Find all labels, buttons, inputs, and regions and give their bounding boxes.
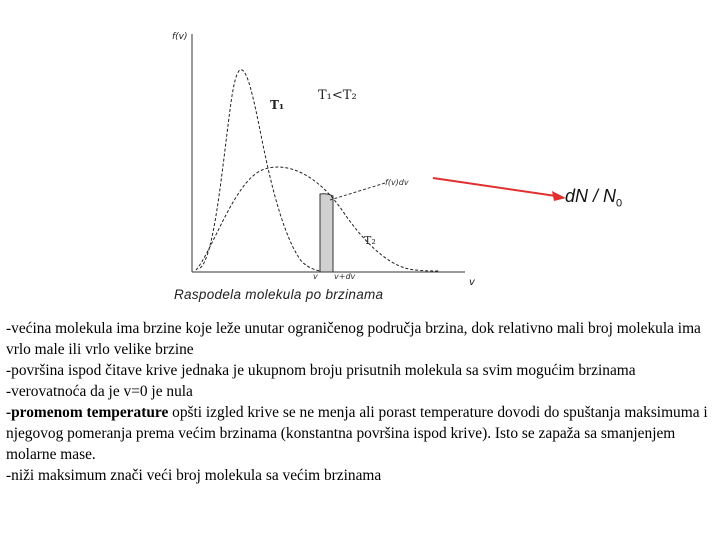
paragraph-5: -niži maksimum znači veći broj molekula sa većim brzinama xyxy=(6,467,382,484)
velocity-strip xyxy=(320,194,333,272)
paragraph-1: -većina molekula ima brzine koje leže unutar ograničenog područja brzina, dok relativno mali broj molekula ima vrlo male ili vrlo velike brzine xyxy=(6,320,701,358)
x-tick-v-plus-dv: v+dv xyxy=(334,272,356,281)
paragraph-4-rest: opšti izgled krive se ne menja ali porast temperature dovodi do spuštanja maksimuma i njegovog pomeranja prema većim brzinama (konstantna površina ispod krive). Isto se zapaža sa smanjenjem molarne mase. xyxy=(6,404,708,463)
curve-t1 xyxy=(200,70,320,271)
red-arrow-head xyxy=(552,191,566,201)
red-arrow xyxy=(433,178,556,196)
explanation-text xyxy=(6,318,714,486)
paragraph-4-bold: -promenom temperature xyxy=(6,404,169,421)
dn-over-n0-formula xyxy=(565,186,622,210)
formula-main: dN / N xyxy=(565,186,617,206)
curve1-label: T₁ xyxy=(270,98,285,112)
paragraph-3: -verovatnoća da je v=0 je nula xyxy=(6,383,193,400)
temperature-condition: T₁<T₂ xyxy=(318,88,357,103)
paragraph-4 xyxy=(6,402,714,465)
x-axis-label: v xyxy=(469,277,475,288)
strip-pointer xyxy=(330,183,385,200)
paragraph-2: -površina ispod čitave krive jednaka je ukupnom broju prisutnih molekula sa svim mogućim brzinama xyxy=(6,362,636,379)
formula-subscript: 0 xyxy=(616,197,623,210)
curve2-label: T₂ xyxy=(364,234,376,247)
x-tick-v: v xyxy=(313,272,318,281)
diagram-caption: Raspodela molekula po brzinama xyxy=(174,287,384,302)
strip-label: f(v)dv xyxy=(385,178,409,187)
y-axis-label: f(v) xyxy=(172,32,188,42)
